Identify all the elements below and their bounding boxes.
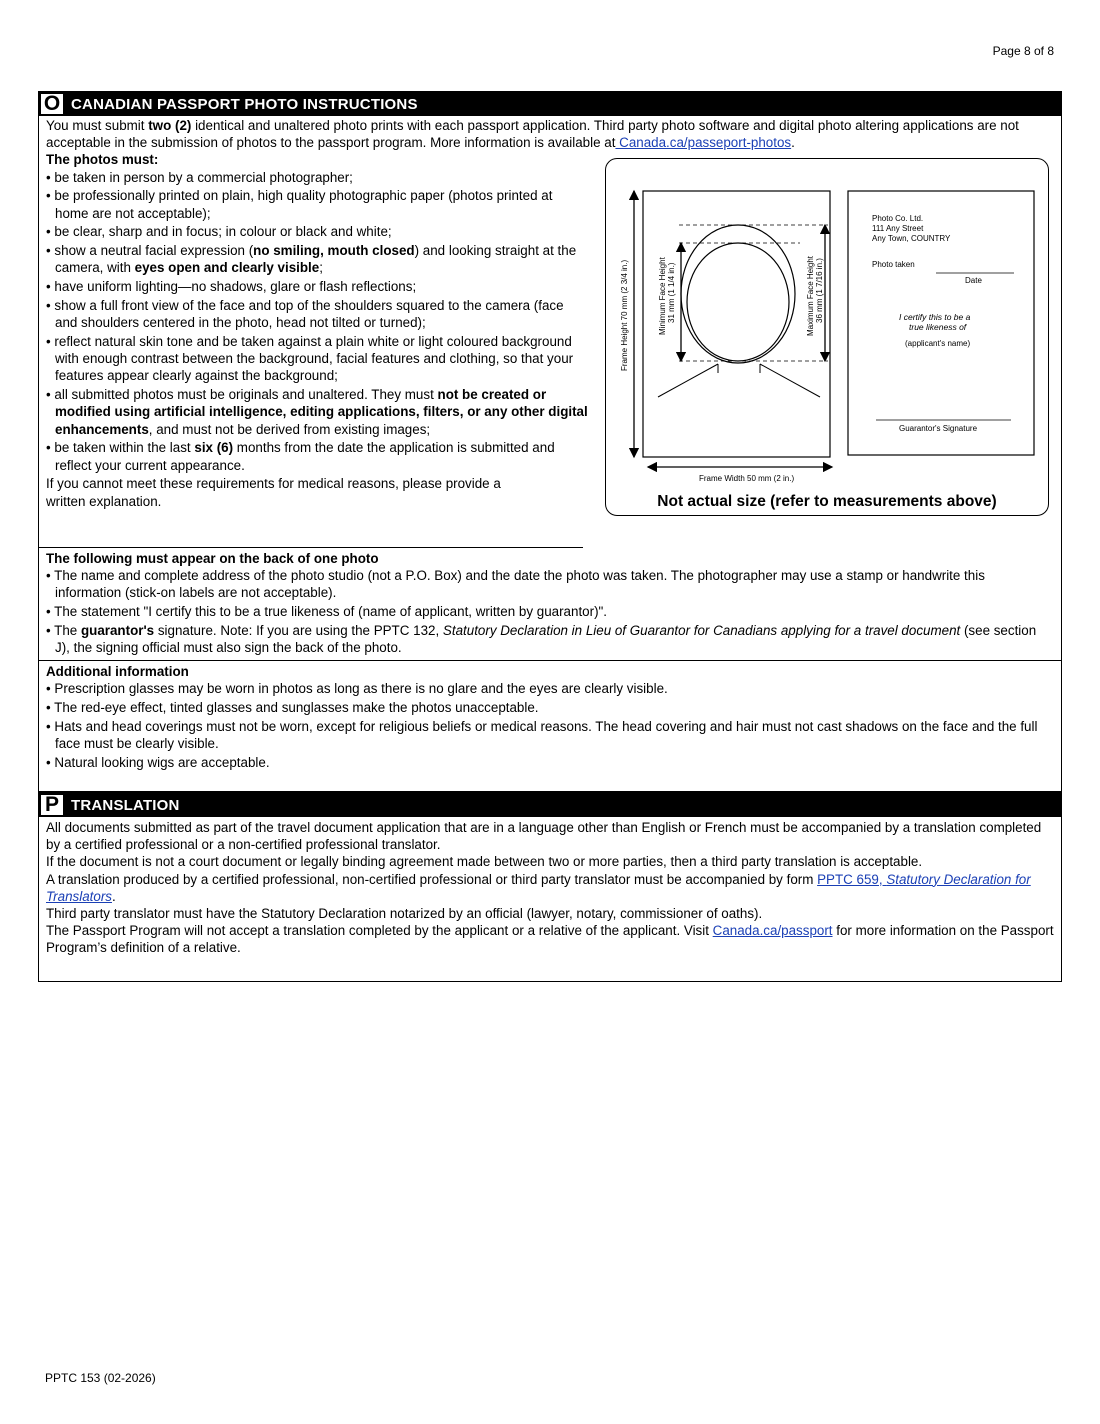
date-label: Date (965, 276, 982, 285)
applicant-name-label: (applicant's name) (905, 339, 971, 348)
list-item: • The statement "I certify this to be a true likeness of (name of applicant, written by guarantor)". (46, 603, 1054, 620)
additional-info-heading: Additional information (46, 664, 189, 679)
back-of-photo-block (39, 548, 1061, 775)
list-item: • be clear, sharp and in focus; in colour or black and white; (46, 223, 588, 240)
section-p-body (39, 817, 1061, 957)
certify-line-2: true likeness of (909, 322, 967, 332)
guarantor-signature-label: Guarantor's Signature (899, 424, 978, 433)
list-item: • be taken in person by a commercial photographer; (46, 169, 588, 186)
translation-paragraph-4: Third party translator must have the Statutory Declaration notarized by an official (lawyer, notary, commissioner of oaths). (46, 906, 763, 922)
list-item: • show a full front view of the face and top of the shoulders squared to the camera (face and shoulders centered in the photo, head not tilted or turned); (46, 297, 588, 331)
section-o-letter: O (41, 94, 63, 114)
list-item: • Prescription glasses may be worn in photos as long as there is no glare and the eyes are clearly visible. (46, 680, 1054, 697)
photo-diagram-svg (606, 159, 1046, 513)
section-o-header (39, 92, 1061, 116)
back-of-photo-list (46, 567, 1054, 656)
min-face-label-1: Minimum Face Height (658, 257, 667, 335)
section-o-title: CANADIAN PASSPORT PHOTO INSTRUCTIONS (71, 95, 418, 113)
list-item: • Natural looking wigs are acceptable. (46, 754, 1054, 771)
max-face-label-2: 36 mm (1 7/16 in.) (815, 258, 824, 323)
certify-line-1: I certify this to be a (899, 312, 971, 322)
list-item: • have uniform lighting—no shadows, glare or flash reflections; (46, 278, 588, 295)
form-number: PPTC 153 (02-2026) (45, 1371, 156, 1385)
additional-info-block (39, 660, 1061, 775)
photos-must-heading: The photos must: (46, 152, 159, 168)
list-item: • reflect natural skin tone and be taken against a plain white or light coloured background with enough contrast between the background, facial features and clothing, so that your features appear clearly against the background; (46, 333, 588, 385)
photo-diagram (605, 158, 1049, 516)
translation-paragraph-5: The Passport Program will not accept a translation completed by the applicant or a relative of the applicant. Visit Canada.ca/passport for more information on the Passport Program’s definition of a relative. (46, 923, 1054, 956)
section-p (38, 792, 1062, 982)
page-number: Page 8 of 8 (992, 44, 1054, 58)
passport-photos-link[interactable]: Canada.ca/passeport-photos (615, 135, 792, 151)
list-item: • The name and complete address of the photo studio (not a P.O. Box) and the date the photo was taken. The photographer may use a stamp or handwrite this information (stick-on labels are not acceptable). (46, 567, 1054, 601)
list-item: • The guarantor's signature. Note: If you are using the PPTC 132, Statutory Declaration in Lieu of Guarantor for Canadians applying for a travel document (see section J), the signing official must also sign the back of the photo. (46, 622, 1054, 656)
studio-town: Any Town, COUNTRY (872, 234, 951, 243)
requirements-list (46, 169, 588, 474)
section-p-header (39, 793, 1061, 817)
frame-height-label: Frame Height 70 mm (2 3/4 in.) (620, 259, 629, 371)
intro-paragraph: You must submit two (2) identical and unaltered photo prints with each passport application. Third party photo software and digital photo altering applications are not acceptable in the submission of photos to the passport program. More information is available at Canada.ca/passeport-photos. (46, 118, 1019, 151)
studio-name: Photo Co. Ltd. (872, 214, 924, 223)
section-p-title: TRANSLATION (71, 796, 180, 814)
list-item: • Hats and head coverings must not be worn, except for religious beliefs or medical reasons. The head covering and hair must not cast shadows on the face and the full face must be clearly visible. (46, 718, 1054, 752)
translation-paragraph-1: All documents submitted as part of the travel document application that are in a language other than English or French must be accompanied by a translation completed by a certified professional or a non-certified professional translator. (46, 820, 1042, 853)
list-item: • show a neutral facial expression (no smiling, mouth closed) and looking straight at the camera, with eyes open and clearly visible; (46, 242, 588, 276)
list-item: • be professionally printed on plain, high quality photographic paper (photos printed at home are not acceptable); (46, 187, 588, 221)
diagram-caption: Not actual size (refer to measurements above) (657, 493, 997, 510)
pptc-659-link[interactable]: PPTC 659, Statutory Declaration for Translators (46, 871, 1031, 904)
max-face-label-1: Maximum Face Height (806, 255, 815, 336)
canada-passport-link[interactable]: Canada.ca/passport (712, 923, 833, 939)
photo-requirements (46, 151, 588, 509)
photo-taken-label: Photo taken (872, 260, 915, 269)
studio-street: 111 Any Street (872, 224, 924, 233)
translation-paragraph-2: If the document is not a court document or legally binding agreement made between two or more parties, then a third party translation is acceptable. (46, 854, 923, 870)
additional-info-list (46, 680, 1054, 771)
frame-width-label: Frame Width 50 mm (2 in.) (699, 474, 795, 483)
medical-note: If you cannot meet these requirements for medical reasons, please provide a written explanation. (46, 476, 501, 509)
section-o (38, 91, 1062, 792)
translation-paragraph-3: A translation produced by a certified professional, non-certified professional or third party translator must be accompanied by form PPTC 659, Statutory Declaration for Translators. (46, 871, 1031, 904)
list-item: • be taken within the last six (6) months from the date the application is submitted and reflect your current appearance. (46, 439, 588, 473)
back-of-photo-heading: The following must appear on the back of one photo (46, 551, 379, 566)
section-p-letter: P (41, 795, 63, 815)
list-item: • The red-eye effect, tinted glasses and sunglasses make the photos unacceptable. (46, 699, 1054, 716)
min-face-label-2: 31 mm (1 1/4 in.) (667, 262, 676, 323)
list-item: • all submitted photos must be originals and unaltered. They must not be created or modified using artificial intelligence, editing applications, filters, or any other digital enhancements, and must not be derived from existing images; (46, 386, 588, 438)
